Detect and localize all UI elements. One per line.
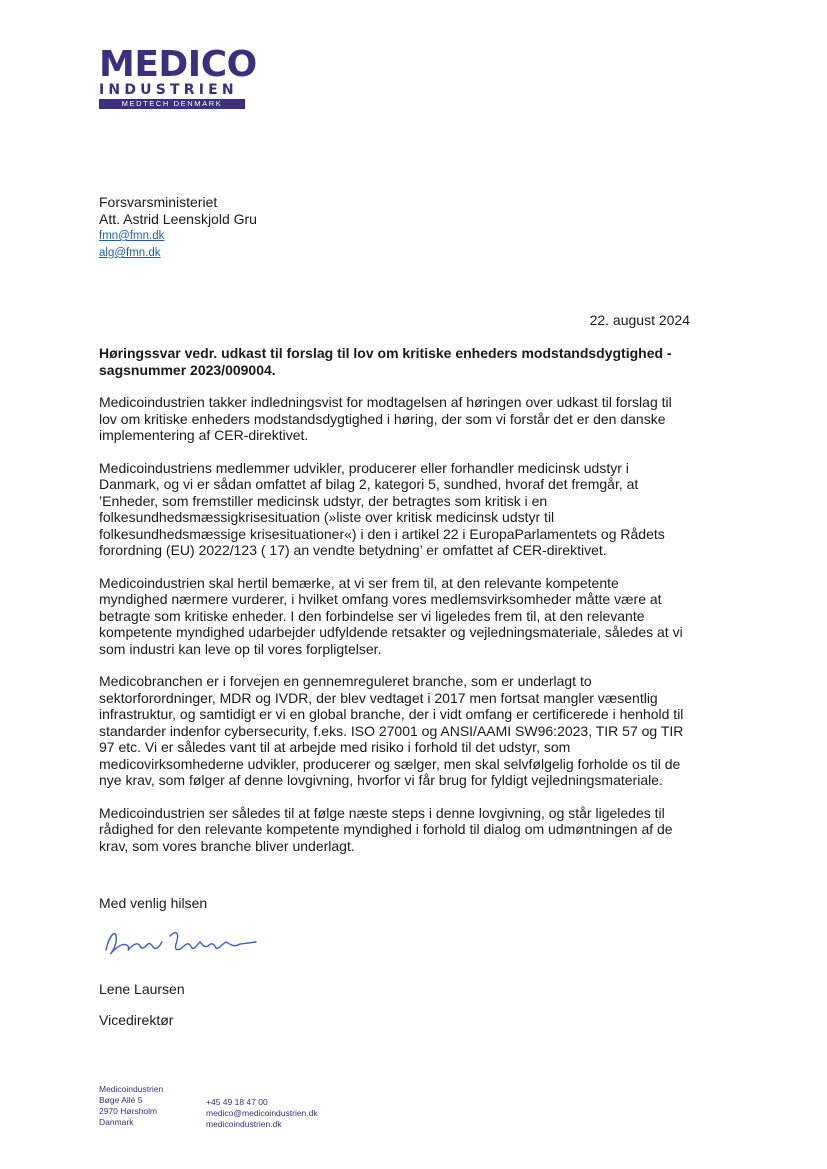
- signature-graphic: [100, 922, 260, 962]
- recipient-email-link-1[interactable]: fmn@fmn.dk: [99, 230, 165, 242]
- recipient-attention: Att. Astrid Leenskjold Gru: [99, 211, 257, 227]
- recipient-org: Forsvarsministeriet: [99, 194, 218, 210]
- logo-tagline-bar: MEDTECH DENMARK: [99, 99, 245, 109]
- footer-web[interactable]: medicoindustrien.dk: [206, 1119, 282, 1129]
- body-paragraph-1: Medicoindustrien takker indledningsvist for modtagelsen af høringen over udkast til forslag til lov om kritiske enheders modstandsdygtighed i høring, der som vi forstår det er den danske implementering af CER-direktivet.: [99, 394, 672, 443]
- footer-address: [99, 1084, 199, 1128]
- footer-city: 2970 Hørsholm: [99, 1106, 158, 1116]
- footer-email[interactable]: medico@medicoindustrien.dk: [206, 1108, 318, 1118]
- letter-date: 22. august 2024: [589, 312, 690, 328]
- recipient-email-link-2[interactable]: alg@fmn.dk: [99, 247, 161, 259]
- body-paragraph-4: Medicobranchen er i forvejen en gennemreguleret branche, som er underlagt to sektorforordninger, MDR og IVDR, der blev vedtaget i 2017 men fortsat mangler væsentlig infrastruktur, og samtidigt er vi en global branche, der i vidt omfang er certificerede i henhold til standarder indenfor cybersecurity, f.eks. ISO 27001 og ANSI/AAMI SW96:2023, TIR 57 og TIR 97 etc. Vi er således vant til at arbejde med risiko i forhold til det udstyr, som medicovirksomhederne udvikler, producerer og sælger, men skal selvfølgelig forholde os til de nye krav, som følger af denne lovgivning, hvorfor vi får brug for fyldigt vejledningsmateriale.: [99, 673, 684, 788]
- letter-body: [99, 345, 691, 870]
- body-paragraph-2: Medicoindustriens medlemmer udvikler, producerer eller forhandler medicinsk udstyr i Danmark, og vi er sådan omfattet af bilag 2, kategori 5, sundhed, hvoraf det fremgår, at ’Enheder, som fremstiller medicinsk udstyr, der betragtes som kritisk i en folkesundhedsmæssigkrisesituation (»liste over kritisk medicinsk udstyr til folkesundhedsmæssige krisesituationer«) i den i artikel 22 i EuropaParlamentets og Rådets forordning (EU) 2022/123 ( 17) an vendte betydning’ er omfattet af CER-direktivet.: [99, 459, 665, 558]
- logo-sub-text: INDUSTRIEN: [99, 82, 238, 98]
- body-paragraph-5: Medicoindustrien ser således til at følge næste steps i denne lovgivning, og står ligeledes til rådighed for den relevante kompetente myndighed i forhold til dialog om udmøntningen af de krav, som vores branche bliver underlagt.: [99, 804, 673, 854]
- footer-org: Medicoindustrien: [99, 1084, 164, 1094]
- handwritten-signature: [100, 922, 260, 967]
- signer-name: Lene Laursen: [99, 981, 185, 997]
- medico-logo: [99, 44, 257, 109]
- footer-phone: +45 49 18 47 00: [206, 1097, 268, 1107]
- footer-country: Danmark: [99, 1117, 134, 1127]
- logo-main-text: MEDICO: [99, 44, 257, 85]
- recipient-block: [99, 194, 257, 262]
- footer-street: Bøge Allé 5: [99, 1095, 143, 1105]
- signer-title: Vicedirektør: [99, 1012, 174, 1028]
- closing-greeting: Med venlig hilsen: [99, 895, 208, 911]
- footer-contact: [206, 1097, 356, 1130]
- body-paragraph-3: Medicoindustrien skal hertil bemærke, at vi ser frem til, at den relevante kompetente myndighed nærmere vurderer, i hvilket omfang vores medlemsvirksomheder måtte være at betragte som kritiske enheder. I den forbindelse ser vi ligeledes frem til, at den relevante kompetente myndighed udarbejder udfyldende retsakter og vejledningsmateriale, således at vi som industri kan leve op til vores forpligtelser.: [99, 574, 683, 657]
- letter-subject: Høringssvar vedr. udkast til forslag til lov om kritiske enheders modstandsdygtighed - sagsnummer 2023/009004.: [99, 345, 672, 378]
